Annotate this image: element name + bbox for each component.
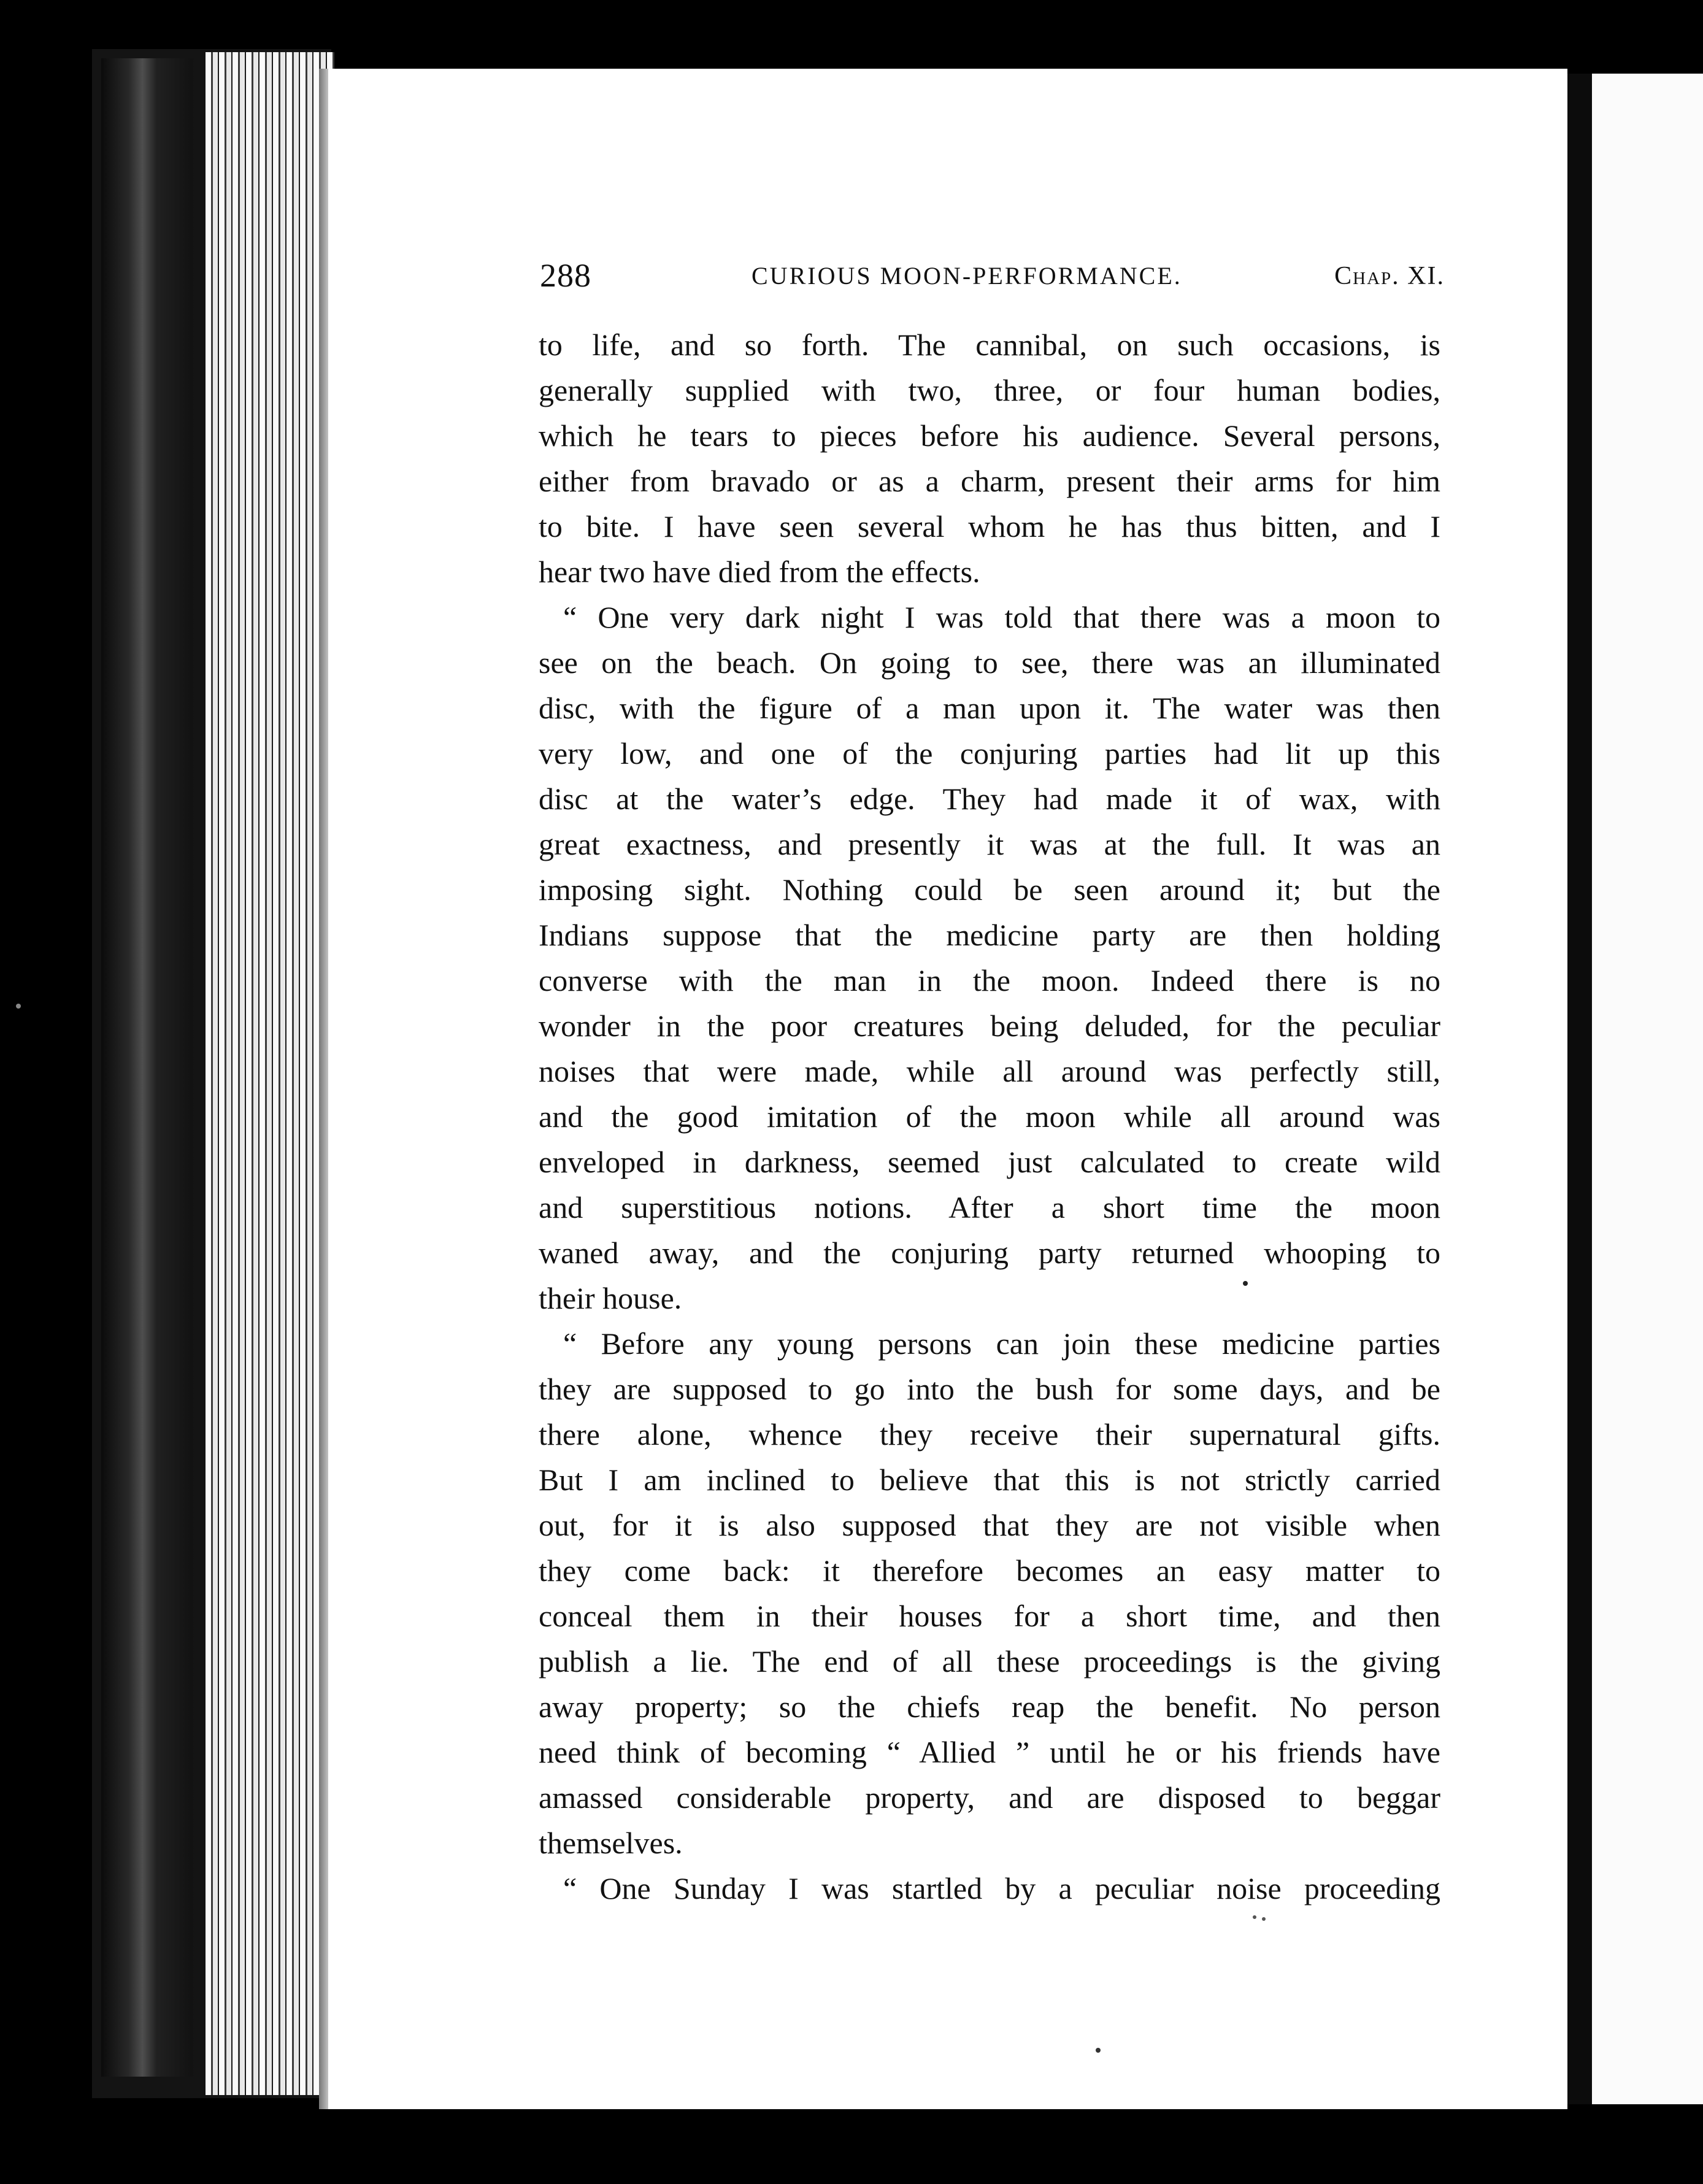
facing-page <box>1592 74 1703 2104</box>
text-line: “ One very dark night I was told that there was a moon to <box>563 600 1440 634</box>
page-edges <box>206 52 334 2095</box>
text-line: to bite. I have seen several whom he has thus bitten, and I <box>539 509 1440 544</box>
text-line: their house. <box>539 1281 682 1315</box>
text-line: waned away, and the conjuring party returned whooping to <box>539 1236 1440 1270</box>
text-line: to life, and so forth. The cannibal, on such occasions, is <box>539 328 1440 362</box>
text-line: they come back: it therefore becomes an easy matter to <box>539 1553 1440 1588</box>
text-line: imposing sight. Nothing could be seen around it; but the <box>539 872 1440 907</box>
text-line: But I am inclined to believe that this is not strictly carried <box>539 1463 1440 1497</box>
book-gutter <box>1567 74 1592 2104</box>
chapter-reference: Chap. XI. <box>1334 262 1445 290</box>
text-line: enveloped in darkness, seemed just calculated to create wild <box>539 1145 1440 1179</box>
text-line: Indians suppose that the medicine party are then holding <box>539 918 1440 952</box>
text-line: “ Before any young persons can join these medicine parties <box>563 1326 1440 1361</box>
text-line: conceal them in their houses for a short time, and then <box>539 1599 1440 1633</box>
scan-speck <box>16 1004 21 1009</box>
text-line: see on the beach. On going to see, there was an illuminated <box>539 645 1440 680</box>
running-head <box>540 256 1445 293</box>
text-line: generally supplied with two, three, or four human bodies, <box>539 373 1440 407</box>
text-line: there alone, whence they receive their supernatural gifts. <box>539 1417 1440 1452</box>
text-line: publish a lie. The end of all these proceedings is the giving <box>539 1644 1440 1678</box>
text-line: themselves. <box>539 1826 683 1860</box>
text-line: wonder in the poor creatures being deluded, for the peculiar <box>539 1009 1440 1043</box>
text-line: either from bravado or as a charm, present their arms for him <box>539 464 1440 498</box>
text-line: they are supposed to go into the bush for some days, and be <box>539 1372 1440 1406</box>
book-cover-edge <box>101 58 193 2077</box>
text-line: hear two have died from the effects. <box>539 555 980 589</box>
page-number: 288 <box>540 257 591 294</box>
text-line: noises that were made, while all around was perfectly still, <box>539 1054 1440 1088</box>
text-line: need think of becoming “ Allied ” until he or his friends have <box>539 1735 1440 1769</box>
text-line: amassed considerable property, and are disposed to beggar <box>539 1780 1440 1815</box>
text-line: converse with the man in the moon. Indeed there is no <box>539 963 1440 998</box>
text-line: away property; so the chiefs reap the benefit. No person <box>539 1690 1440 1724</box>
body-text <box>539 322 1440 1911</box>
chapter-title: CURIOUS MOON-PERFORMANCE. <box>752 262 1182 290</box>
text-line: great exactness, and presently it was at the full. It was an <box>539 827 1440 861</box>
text-line: and the good imitation of the moon while all around was <box>539 1099 1440 1134</box>
text-line: which he tears to pieces before his audience. Several persons, <box>539 418 1440 453</box>
text-line: “ One Sunday I was startled by a peculiar noise proceeding <box>563 1871 1440 1905</box>
text-line: very low, and one of the conjuring parties had lit up this <box>539 736 1440 771</box>
text-line: out, for it is also supposed that they are not visible when <box>539 1508 1440 1542</box>
text-line: disc at the water’s edge. They had made it of wax, with <box>539 782 1440 816</box>
text-line: disc, with the figure of a man upon it. The water was then <box>539 691 1440 725</box>
text-line: and superstitious notions. After a short time the moon <box>539 1190 1440 1225</box>
